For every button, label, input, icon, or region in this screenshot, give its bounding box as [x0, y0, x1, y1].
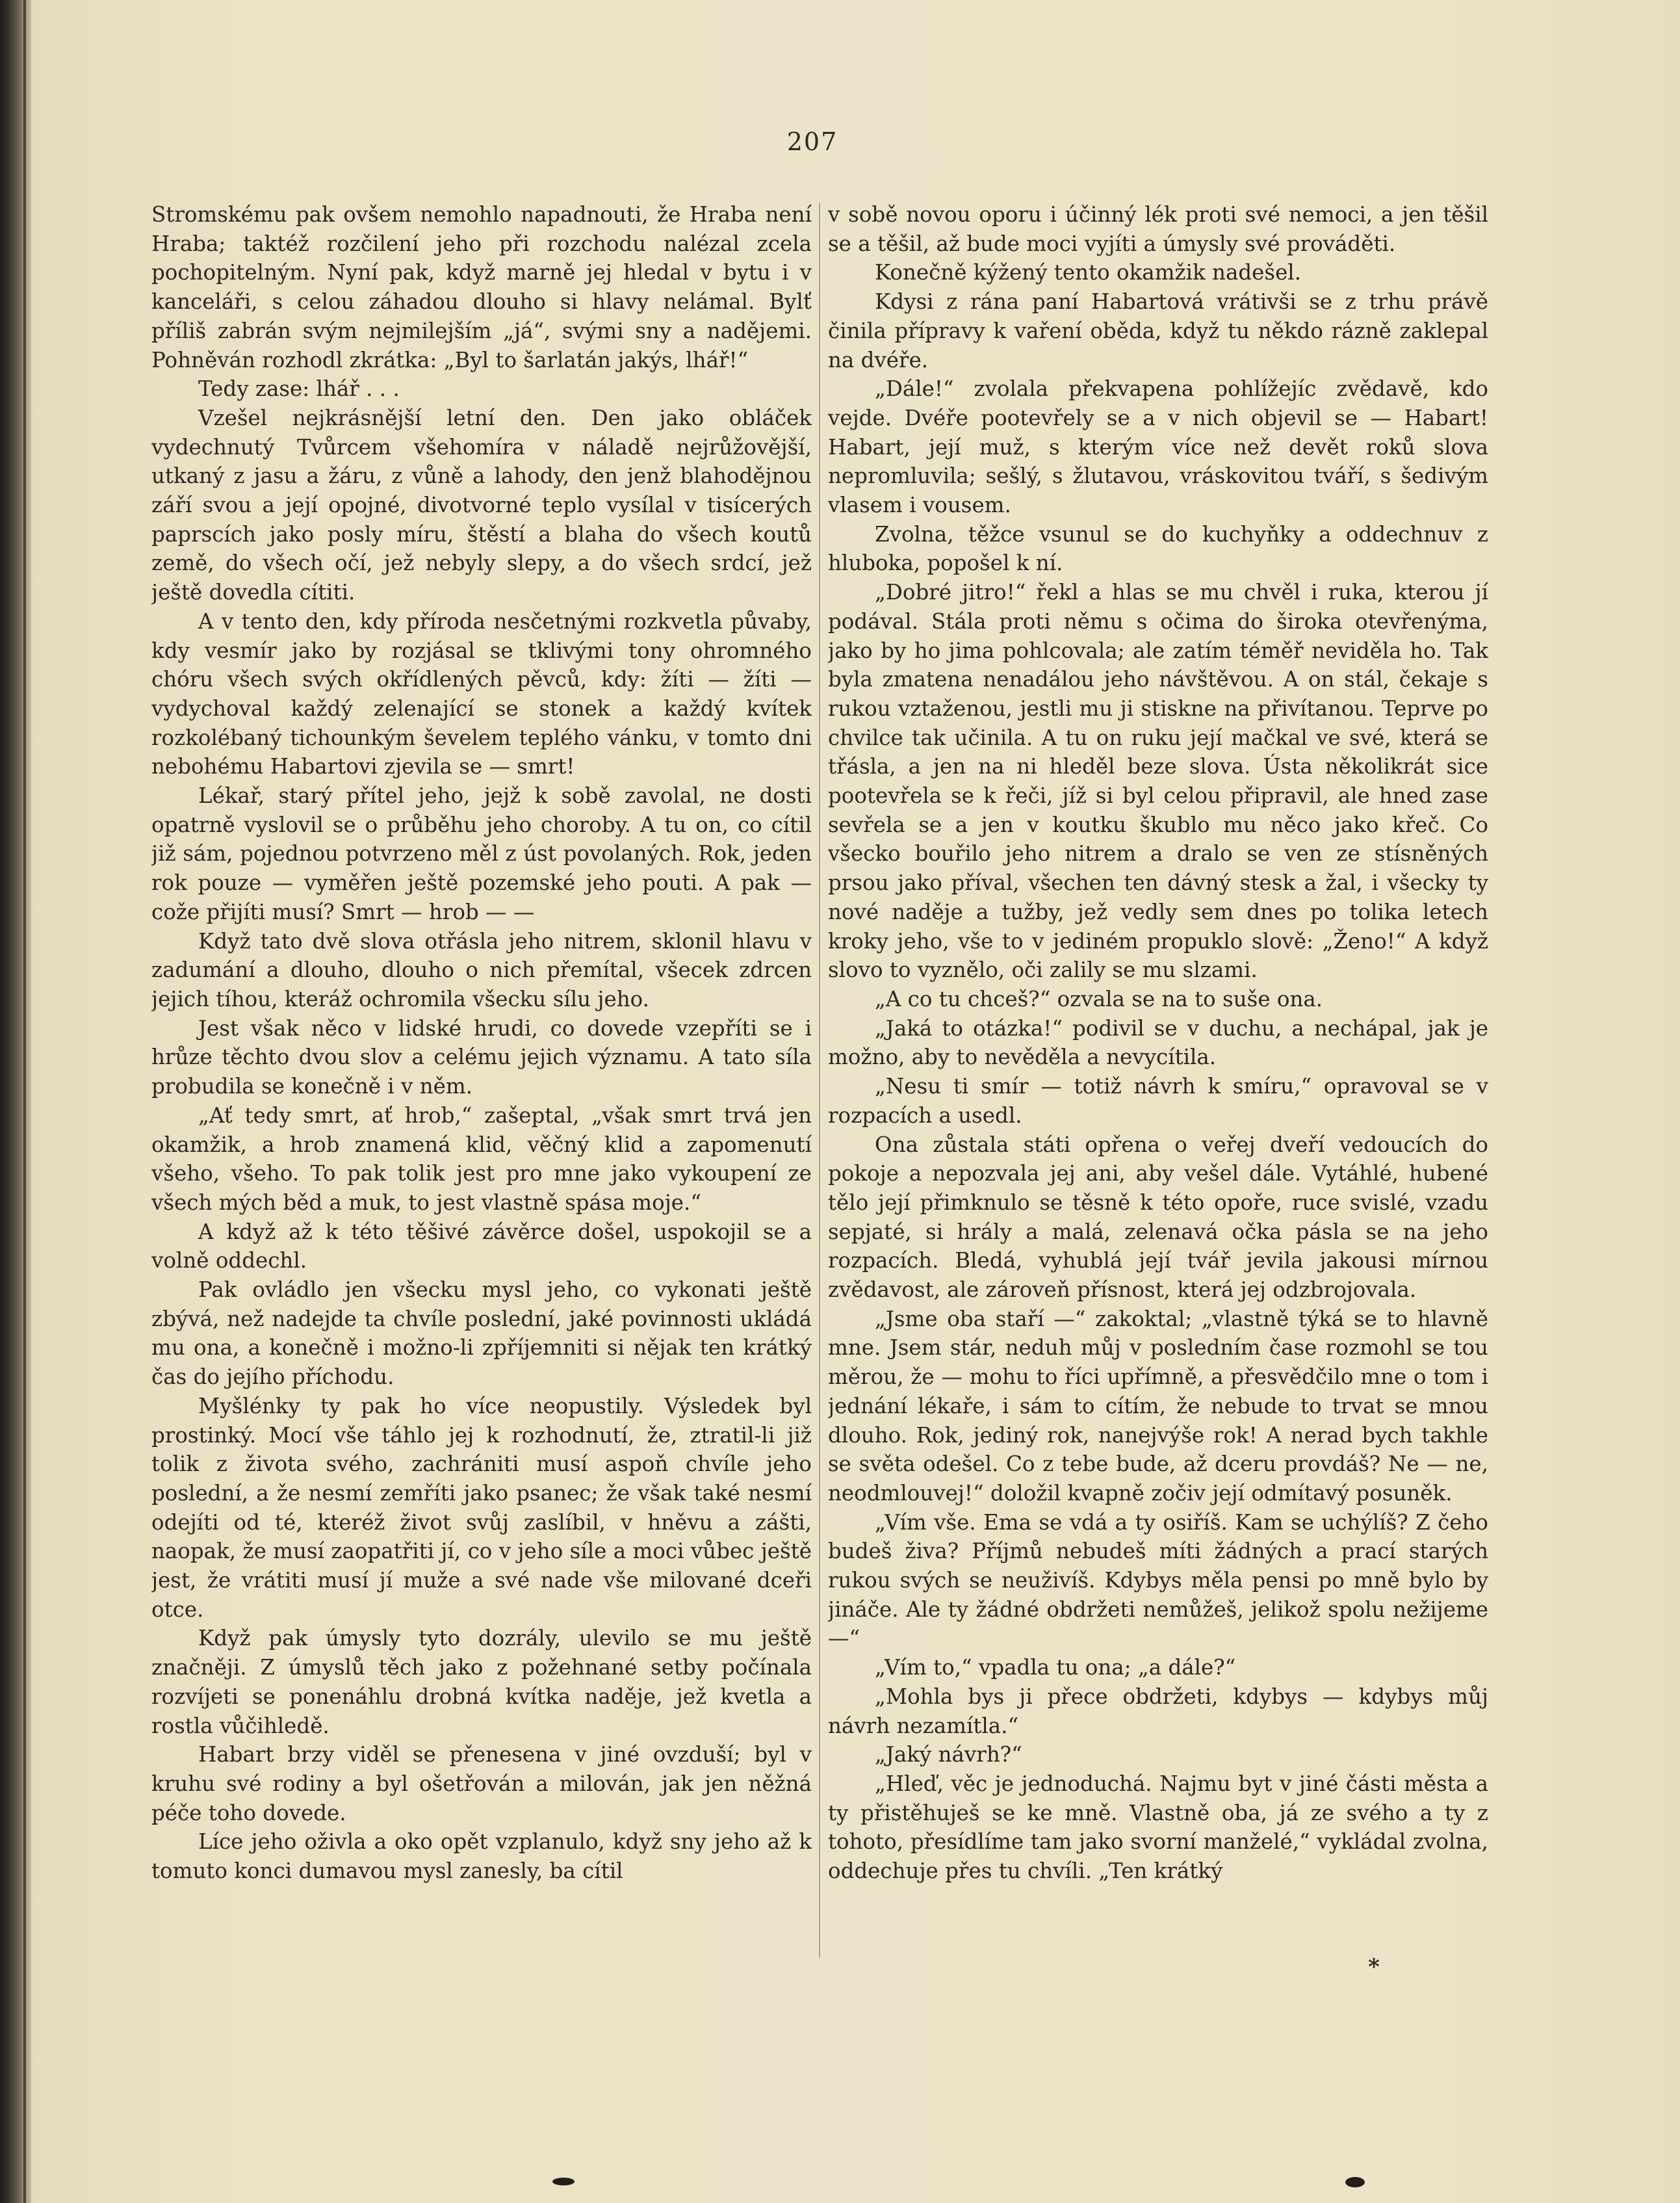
- paragraph: „Vím to,“ vpadla tu ona; „a dále?“: [875, 1655, 1236, 1680]
- page-number: 207: [786, 127, 838, 156]
- paragraph: „Jaký návrh?“: [875, 1742, 1022, 1767]
- paragraph: Konečně kýžený tento okamžik nadešel.: [875, 260, 1302, 285]
- paragraph: Když pak úmysly tyto dozrály, ulevilo se mu ještě značněji. Z úmyslů těch jako z požehnané setby počínala rozvíjeti se ponenáhlu drobná kvítka naděje, jež kvetla a rostla vůčihledě.: [151, 1626, 812, 1738]
- signature-mark: *: [1368, 1954, 1380, 1980]
- paragraph: Když tato dvě slova otřásla jeho nitrem, sklonil hlavu v zadumání a dlouho, dlouho o nich přemítal, všecek zdrcen jejich tíhou, kteráž ochromila všecku sílu jeho.: [151, 928, 812, 1011]
- paragraph: Líce jeho oživla a oko opět vzplanulo, když sny jeho až k tomuto konci dumavou mysl zanesly, ba cítil: [151, 1829, 812, 1884]
- paragraph: „Vím vše. Ema se vdá a ty osiříš. Kam se uchýlíš? Z čeho budeš živa? Příjmů nebudeš míti žádných a prací starých rukou svých se neuživíš. Kdybys měla pensi po mně bylo by jináče. Ale ty žádné obdržeti nemůžeš, jelikož spolu nežijeme —“: [828, 1509, 1488, 1651]
- paragraph: „Dále!“ zvolala překvapena pohlížejíc zvědavě, kdo vejde. Dvéře pootevřely se a v nich objevil se — Habart! Habart, její muž, s kterým více než devět roků slova nepromluvila; sešlý, s žlutavou, vráskovitou tváří, s šedivým vlasem i vousem.: [828, 376, 1488, 518]
- paragraph: Jest však něco v lidské hrudi, co dovede vzepříti se i hrůze těchto dvou slov a celému jejich významu. A tato síla probudila se konečně i v něm.: [151, 1015, 812, 1099]
- paragraph: „Ať tedy smrt, ať hrob,“ zašeptal, „však smrt trvá jen okamžik, a hrob znamená klid, věčný klid a zapomenutí všeho, všeho. To pak tolik jest pro mne jako vykoupení ze všech mých běd a muk, to jest vlastně spása moje.“: [151, 1102, 812, 1215]
- paragraph: „Jaká to otázka!“ podivil se v duchu, a nechápal, jak je možno, aby to nevěděla a nevycítila.: [828, 1015, 1488, 1070]
- paragraph: A když až k této těšivé závěrce došel, uspokojil se a volně oddechl.: [151, 1219, 812, 1273]
- column-divider: [819, 203, 820, 1958]
- left-text-column: [151, 200, 812, 1955]
- paragraph: „Nesu ti smír — totiž návrh k smíru,“ opravoval se v rozpacích a usedl.: [828, 1074, 1488, 1128]
- paragraph: „Hleď, věc je jednoduchá. Najmu byt v jiné části města a ty přistěhuješ se ke mně. Vlastně oba, já ze svého a ty z tohoto, přesídlíme tam jako svorní manželé,“ vykládal zvolna, oddechuje přes tu chvíli. „Ten krátký: [828, 1771, 1488, 1884]
- paragraph: „A co tu chceš?“ ozvala se na to suše ona.: [875, 986, 1323, 1011]
- binding-shadow-line: [23, 0, 26, 2203]
- paragraph: „Mohla bys ji přece obdržeti, kdybys — kdybys můj návrh nezamítla.“: [828, 1684, 1488, 1738]
- paragraph-continued: v sobě novou oporu i účinný lék proti své nemoci, a jen těšil se a těšil, až bude moci vyjíti a úmysly své prováděti.: [828, 202, 1488, 256]
- ink-blot: [1345, 2177, 1365, 2187]
- paragraph: Zvolna, těžce vsunul se do kuchyňky a oddechnuv z hluboka, popošel k ní.: [828, 521, 1488, 576]
- paragraph: Ona zůstala státi opřena o veřej dveří vedoucích do pokoje a nepozvala jej ani, aby vešel dále. Vytáhlé, hubené tělo její přimknulo se těsně k této opoře, ruce svislé, vzadu sepjaté, si hrály a malá, zelenavá očka pásla se na jeho rozpacích. Bledá, vyhublá její tvář jevila jakousi mírnou zvědavost, ale zároveň přísnost, která jej odzbrojovala.: [828, 1132, 1488, 1303]
- paragraph: „Dobré jitro!“ řekl a hlas se mu chvěl i ruka, kterou jí podával. Stála proti němu s očima do široka otevřenýma, jako by ho jima pohlcovala; ale zatím téměř neviděla ho. Tak byla zmatena nenadálou jeho návštěvou. A on stál, čekaje s rukou vztaženou, jestli mu ji stiskne na přivítanou. Teprve po chvilce tak učinila. A tu on ruku její mačkal ve své, která se třásla, a jen na ni hleděl beze slova. Ústa několikrát sice pootevřela se k řeči, jíž si byl celou připravil, ale hned zase sevřela se a jen v koutku škublo mu něco jako křeč. Co všecko bouřilo jeho nitrem a dralo se ven ze stísněných prsou jako příval, všechen ten dávný stesk a žal, i všecky ty nové naděje a tužby, jež vedly sem dnes po tolika letech kroky jeho, vše to v jediném propuklo slově: „Ženo!“ A když slovo to vyznělo, oči zalily se mu slzami.: [828, 580, 1488, 983]
- paragraph: Habart brzy viděl se přenesena v jiné ovzduší; byl v kruhu své rodiny a byl ošetřován a milován, jak jen něžná péče toho dovede.: [151, 1742, 812, 1825]
- paragraph: „Jsme oba staří —“ zakoktal; „vlastně týká se to hlavně mne. Jsem stár, neduh můj v posledním čase rozmohl se tou měrou, že — mohu to říci upřímně, a přesvědčilo mne o tom i jednání lékaře, i sám to cítím, že nebude to trvat se mnou dlouho. Rok, jediný rok, nanejvýše rok! A nerad bych takhle se světa odešel. Co z tebe bude, až dceru provdáš? Ne — ne, neodmlouvej!“ doložil kvapně zočiv její odmítavý posuněk.: [828, 1306, 1488, 1506]
- paragraph: Stromskému pak ovšem nemohlo napadnouti, že Hraba není Hraba; taktéž rozčilení jeho při rozchodu nalézal zcela pochopitelným. Nyní pak, když marně jej hledal v bytu i v kanceláři, s celou záhadou dlouho si hlavy nelámal. Bylť příliš zabrán svým nejmilejším „já“, svými sny a nadějemi. Pohněván rozhodl zkrátka: „Byl to šarlatán jakýs, lhář!“: [151, 202, 812, 372]
- paragraph: Vzešel nejkrásnější letní den. Den jako obláček vydechnutý Tvůrcem všehomíra v náladě nejrůžovější, utkaný z jasu a žáru, z vůně a lahody, den jenž blahodějnou září svou a její opojné, divotvorné teplo vysílal v tisícerých paprscích jako posly míru, štěstí a blaha do všech koutů země, do všech očí, jež nebyly slepy, a do všech srdcí, jež ještě dovedla cítiti.: [151, 405, 812, 605]
- right-text-column: [828, 200, 1488, 1955]
- paragraph: Kdysi z rána paní Habartová vrátivši se z trhu právě činila přípravy k vaření oběda, když tu někdo rázně zaklepal na dvéře.: [828, 289, 1488, 372]
- ink-blot: [552, 2178, 575, 2185]
- paragraph: Tedy zase: lhář . . .: [198, 376, 400, 402]
- paragraph: Lékař, starý přítel jeho, jejž k sobě zavolal, ne dosti opatrně vyslovil se o průběhu jeho choroby. A tu on, co cítil již sám, pojednou potvrzeno měl z úst povolaných. Rok, jeden rok pouze — vyměřen ještě pozemské jeho pouti. A pak — cože přijíti musí? Smrt — hrob — —: [151, 783, 812, 924]
- paragraph: A v tento den, kdy příroda nesčetnými rozkvetla půvaby, kdy vesmír jako by rozjásal se tklivými tony ohromného chóru všech svých okřídlených pěvců, kdy: žíti — žíti — vydychoval každý zelenající se stonek a každý kvítek rozkolébaný tichounkým ševelem teplého vánku, v tomto dni nebohému Habartovi zjevila se — smrt!: [151, 608, 812, 779]
- paragraph: Myšlénky ty pak ho více neopustily. Výsledek byl prostinký. Mocí vše táhlo jej k rozhodnutí, že, ztratil-li již tolik z života svého, zachrániti musí aspoň chvíle jeho poslední, a že nesmí zemříti jako psanec; že však také nesmí odejíti od té, kteréž život svůj zaslíbil, v hněvu a zášti, naopak, že musí zaopatřiti jí, co v jeho síle a moci vůbec ještě jest, že vrátiti musí jí muže a své nade vše milované dceři otce.: [151, 1393, 812, 1622]
- book-binding-edge: [0, 0, 31, 2203]
- paragraph: Pak ovládlo jen všecku mysl jeho, co vykonati ještě zbývá, než nadejde ta chvíle poslední, jaké povinnosti ukládá mu ona, a konečně i možno-li zpříjemniti si nějak ten krátký čas do jejího příchodu.: [151, 1277, 812, 1390]
